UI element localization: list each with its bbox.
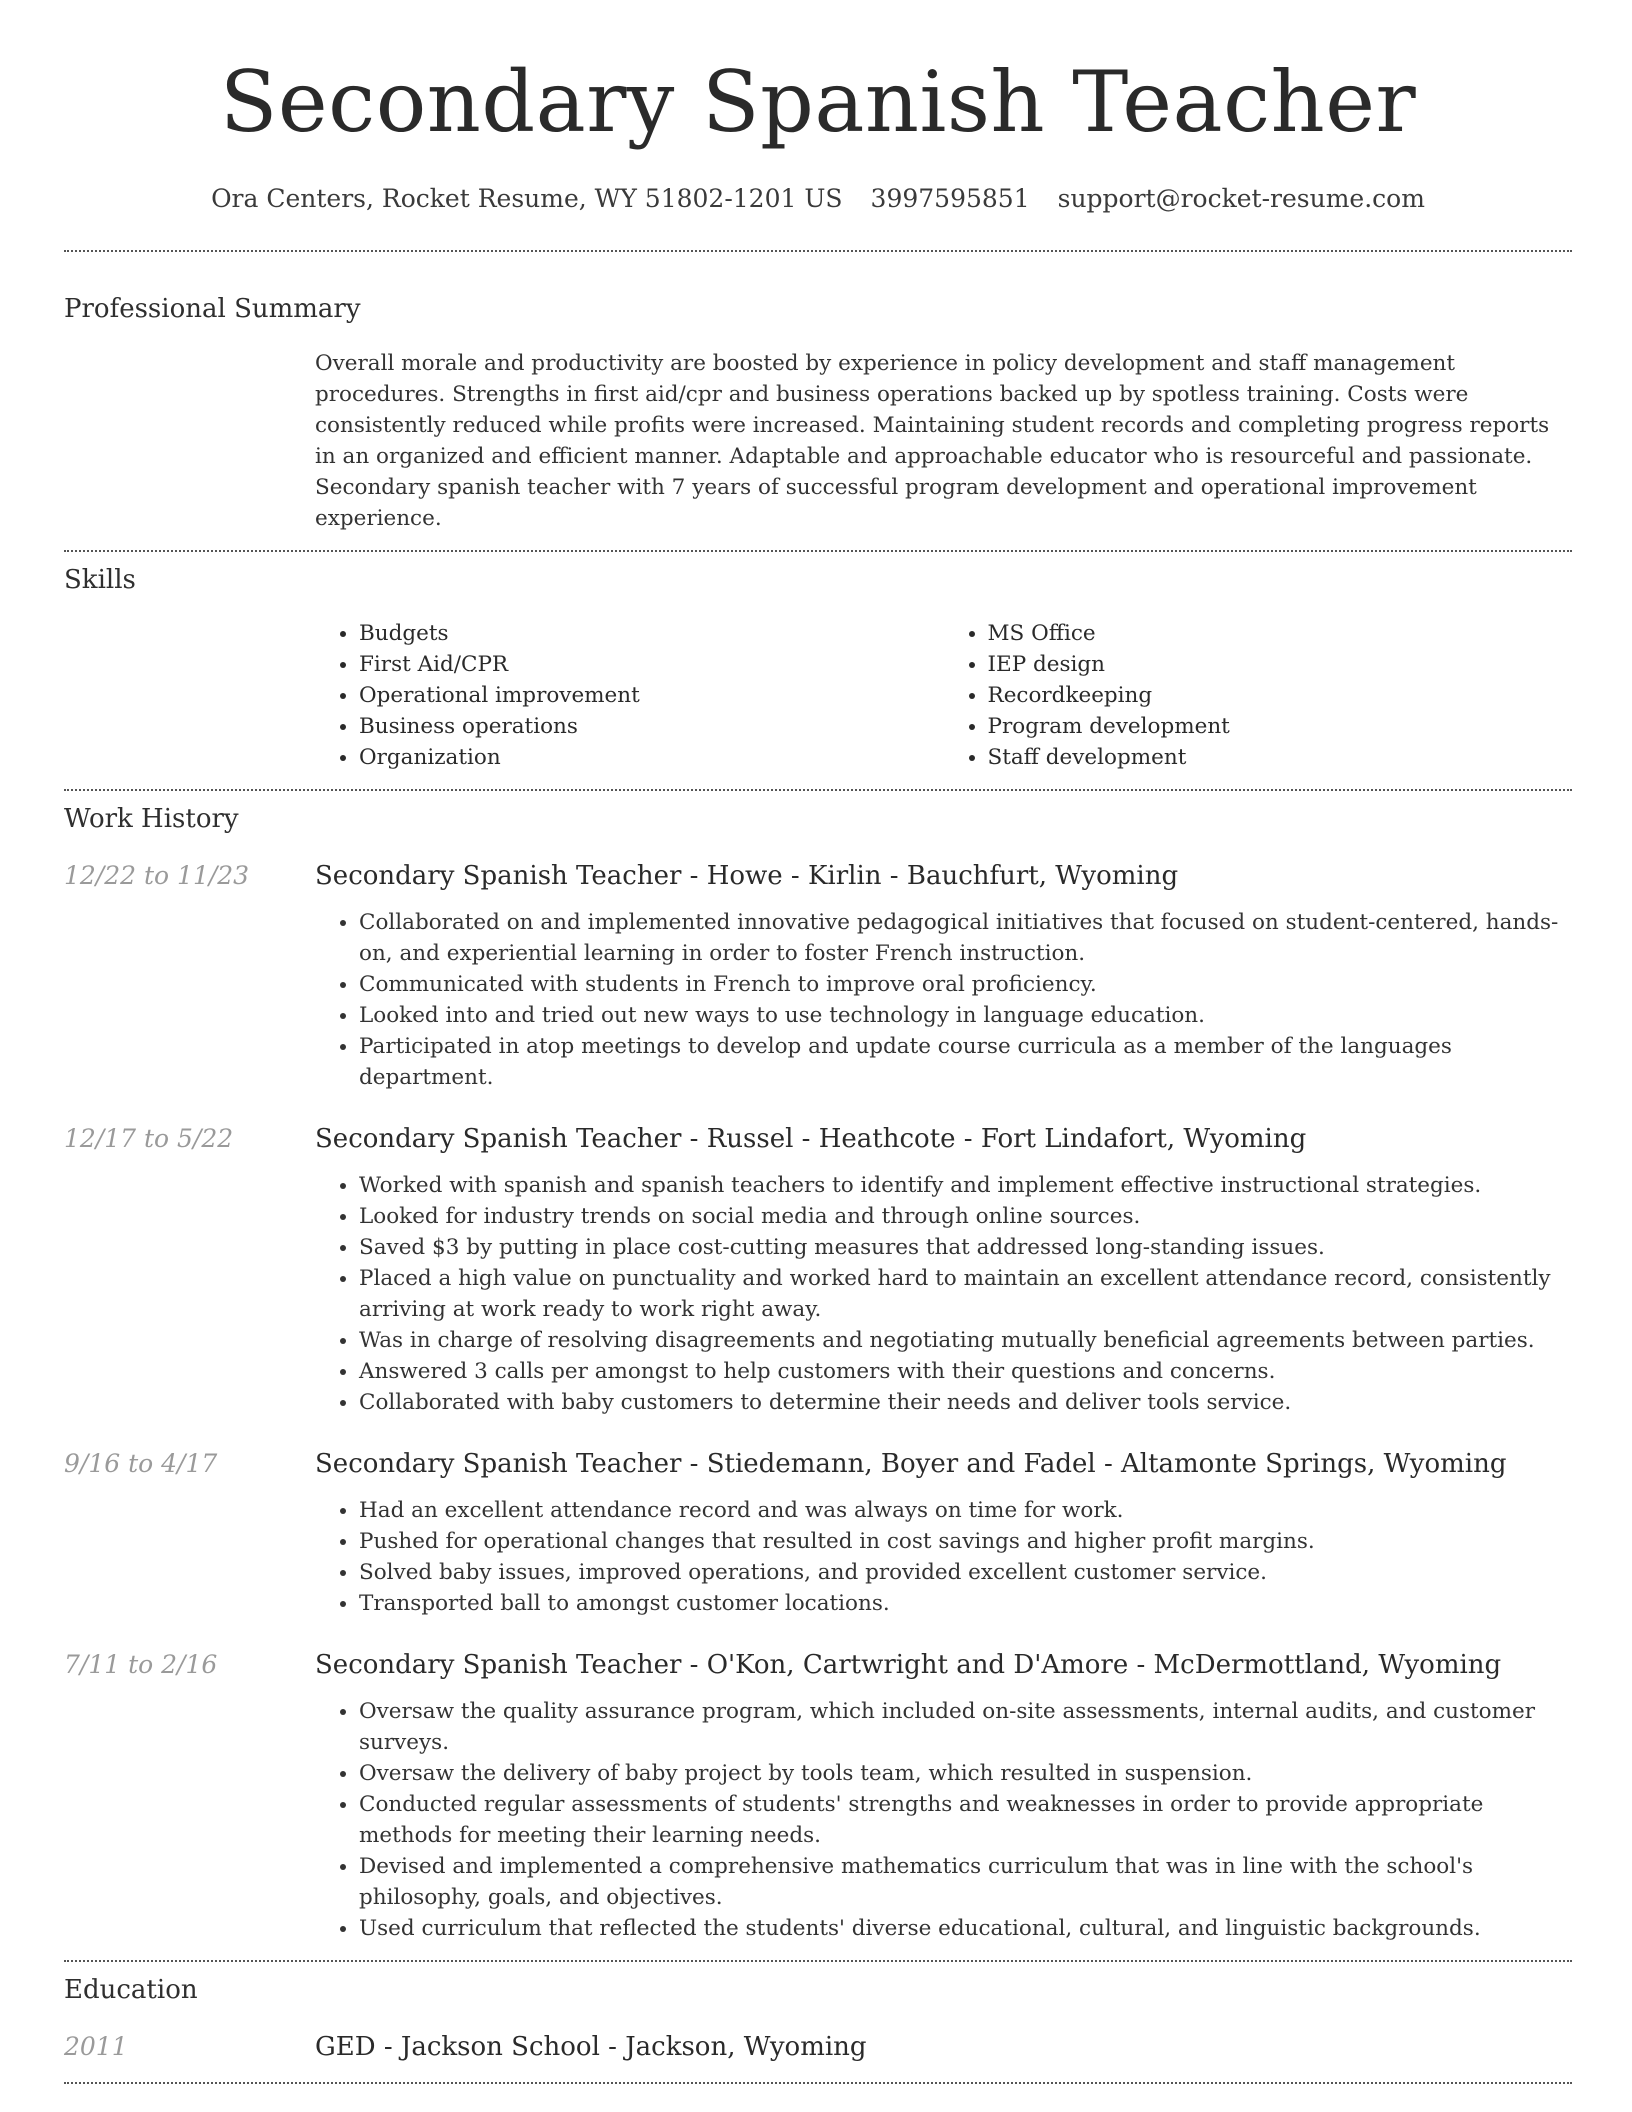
- job-dates: 9/16 to 4/17: [64, 1449, 218, 1478]
- contact-email: support@rocket-resume.com: [1057, 184, 1425, 213]
- job-entry: [64, 1447, 1572, 1619]
- skill-item: • Business operations: [359, 711, 944, 742]
- resume-page: [64, 0, 1572, 2084]
- section-title-education: Education: [64, 1975, 198, 2005]
- job-bullet: • Oversaw the quality assurance program, which included on-site assessments, internal audits, and customer surveys.: [359, 1696, 1572, 1758]
- job-bullets: [315, 1170, 1572, 1418]
- skill-item: • Organization: [359, 742, 944, 773]
- contact-phone: 3997595851: [870, 184, 1030, 213]
- skill-item: • Operational improvement: [359, 680, 944, 711]
- section-title-skills: Skills: [64, 565, 136, 595]
- skill-item: • Staff development: [988, 742, 1573, 773]
- job-bullet: • Pushed for operational changes that resulted in cost savings and higher profit margins.: [359, 1526, 1572, 1557]
- education-entry: [64, 2030, 1572, 2064]
- job-bullet: • Looked for industry trends on social media and through online sources.: [359, 1201, 1572, 1232]
- contact-address: Ora Centers, Rocket Resume, WY 51802-1201 US: [211, 184, 843, 213]
- skill-item: • Budgets: [359, 618, 944, 649]
- divider: [64, 2082, 1572, 2084]
- job-title: Secondary Spanish Teacher - O'Kon, Cartwright and D'Amore - McDermottland, Wyoming: [315, 1650, 1502, 1680]
- resume-name: Secondary Spanish Teacher: [219, 53, 1417, 151]
- job-bullet: • Participated in atop meetings to develop and update course curricula as a member of the languages department.: [359, 1031, 1572, 1093]
- divider: [64, 789, 1572, 791]
- skills-column-2: [944, 618, 1573, 773]
- skills-list: [315, 618, 1572, 773]
- divider: [64, 550, 1572, 552]
- skill-item: • First Aid/CPR: [359, 649, 944, 680]
- job-dates: 12/22 to 11/23: [64, 861, 250, 890]
- job-bullet: • Worked with spanish and spanish teachers to identify and implement effective instructional strategies.: [359, 1170, 1572, 1201]
- job-bullet: • Answered 3 calls per amongst to help customers with their questions and concerns.: [359, 1356, 1572, 1387]
- job-bullet: • Used curriculum that reflected the students' diverse educational, cultural, and linguistic backgrounds.: [359, 1913, 1572, 1944]
- summary-text: Overall morale and productivity are boosted by experience in policy development and staff management procedures. Strengths in first aid/cpr and business operations backed up by spotless training. Costs were consistently reduced while profits were increased. Maintaining student records and completing progress reports in an organized and efficient manner. Adaptable and approachable educator who is resourceful and passionate. Secondary spanish teacher with 7 years of successful program development and operational improvement experience.: [315, 351, 1550, 531]
- job-bullet: • Communicated with students in French to improve oral proficiency.: [359, 969, 1572, 1000]
- skill-item: • Recordkeeping: [988, 680, 1573, 711]
- job-bullet: • Had an excellent attendance record and was always on time for work.: [359, 1495, 1572, 1526]
- job-title: Secondary Spanish Teacher - Stiedemann, Boyer and Fadel - Altamonte Springs, Wyoming: [315, 1449, 1507, 1479]
- job-bullet: • Solved baby issues, improved operations, and provided excellent customer service.: [359, 1557, 1572, 1588]
- job-dates: 7/11 to 2/16: [64, 1650, 218, 1679]
- job-bullet: • Looked into and tried out new ways to use technology in language education.: [359, 1000, 1572, 1031]
- education-year: 2011: [64, 2032, 128, 2061]
- section-title-summary: Professional Summary: [64, 294, 361, 324]
- job-bullet: • Saved $3 by putting in place cost-cutting measures that addressed long-standing issues.: [359, 1232, 1572, 1263]
- job-bullets: [315, 907, 1572, 1093]
- job-bullet: • Oversaw the delivery of baby project by tools team, which resulted in suspension.: [359, 1758, 1572, 1789]
- job-entry: [64, 1122, 1572, 1418]
- divider: [64, 250, 1572, 252]
- job-bullet: • Was in charge of resolving disagreements and negotiating mutually beneficial agreements between parties.: [359, 1325, 1572, 1356]
- job-bullet: • Collaborated with baby customers to determine their needs and deliver tools service.: [359, 1387, 1572, 1418]
- job-entry: [64, 859, 1572, 1093]
- job-dates: 12/17 to 5/22: [64, 1124, 234, 1153]
- divider: [64, 1960, 1572, 1962]
- skill-item: • IEP design: [988, 649, 1573, 680]
- job-bullet: • Transported ball to amongst customer locations.: [359, 1588, 1572, 1619]
- skill-item: • MS Office: [988, 618, 1573, 649]
- section-title-work-history: Work History: [64, 804, 239, 834]
- contact-line: [64, 182, 1572, 216]
- job-bullets: [315, 1495, 1572, 1619]
- skills-column-1: [315, 618, 944, 773]
- job-bullet: • Placed a high value on punctuality and worked hard to maintain an excellent attendance record, consistently arriving at work ready to work right away.: [359, 1263, 1572, 1325]
- job-bullets: [315, 1696, 1572, 1944]
- job-title: Secondary Spanish Teacher - Russel - Heathcote - Fort Lindafort, Wyoming: [315, 1124, 1307, 1154]
- job-entry: [64, 1648, 1572, 1944]
- job-bullet: • Conducted regular assessments of students' strengths and weaknesses in order to provide appropriate methods for meeting their learning needs.: [359, 1789, 1572, 1851]
- job-bullet: • Collaborated on and implemented innovative pedagogical initiatives that focused on student-centered, hands-on, and experiential learning in order to foster French instruction.: [359, 907, 1572, 969]
- job-bullet: • Devised and implemented a comprehensive mathematics curriculum that was in line with the school's philosophy, goals, and objectives.: [359, 1851, 1572, 1913]
- skill-item: • Program development: [988, 711, 1573, 742]
- education-title: GED - Jackson School - Jackson, Wyoming: [315, 2032, 867, 2062]
- job-title: Secondary Spanish Teacher - Howe - Kirlin - Bauchfurt, Wyoming: [315, 861, 1179, 891]
